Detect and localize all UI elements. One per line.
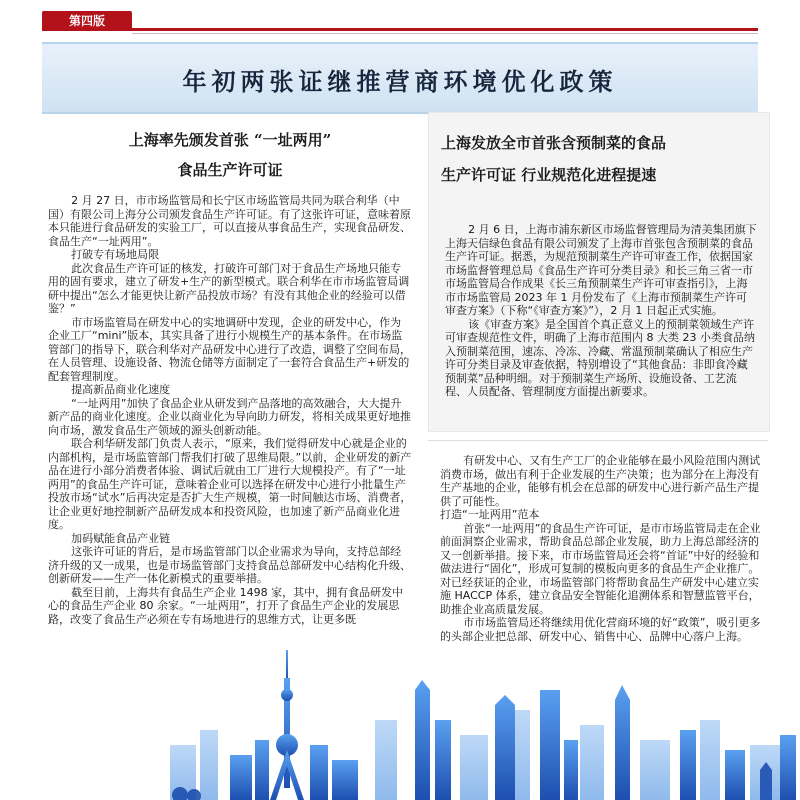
left-article xyxy=(48,124,412,626)
paragraph: 打破专有场地局限 xyxy=(71,248,160,261)
left-title-line2: 食品生产许可证 xyxy=(177,161,283,179)
left-article-body xyxy=(48,194,412,626)
paragraph: 提高新品商业化速度 xyxy=(71,383,171,396)
paragraph: 这张许可证的背后，是市场监管部门以企业需求为导向，支持总部经济升级的又一成果，也是市场监管部门支持食品总部研发中心结构化升级、创新研发——生产一体化新模式的重要举措。 xyxy=(48,545,411,585)
right-article-title xyxy=(441,127,761,191)
paragraph: 打造“一址两用”范本 xyxy=(440,508,540,521)
right-article-box xyxy=(428,112,770,432)
column-separator xyxy=(428,440,768,441)
header-rule-thin xyxy=(132,33,758,34)
paragraph: 加码赋能食品产业链 xyxy=(71,531,171,545)
edition-tag: 第四版 xyxy=(42,11,132,31)
paragraph: 2 月 6 日，上海市浦东新区市场监督管理局为清美集团旗下上海天信绿色食品有限公司颁发了上海市首张包含预制菜的食品生产许可证。据悉，为规范预制菜生产许可审查工作，依据国家市场监督管理总局《食品生产许可分类目录》和长三角三省一市市场监管局合作成果《长三角预制菜生产许可审查指引》，上海市市场监管局 2023 年 1 月份发布了《上海市预制菜生产许可审查方案》（下称“《审查方案》”），2 月 1 日起正式实施。 xyxy=(445,223,757,317)
banner-title: 年初两张证继推营商环境优化政策 xyxy=(182,67,618,96)
paragraph: 联合利华研发部门负责人表示，“原来，我们觉得研发中心就是企业的内部机构，是市场监管部门帮我们打破了思维局限。”以前，企业研发的新产品在进行小部分消费者体验、调试后就由工厂进行大规模投产。有了“一址两用”的食品生产许可证，意味着企业可以选择在研发中心进行小批量生产投放市场“试水”后再决定是否扩大生产规模，第一时间触达市场、消费者，让企业更好地控制新产品研发成本和投资风险，也加速了新产品商业化进度。 xyxy=(48,437,412,531)
paragraph: 首张“一址两用”的食品生产许可证，是市市场监管局走在企业前面洞察企业需求，帮助食品总部企业发展，助力上海总部经济的又一创新举措。接下来，市市场监管局还会将“首证”中好的经验和做法进行“固化”，形成可复制的模板向更多的食品生产企业推广。对已经获证的企业，市场监管部门将帮助食品生产研发中心建立实施 HACCP 体系，建立食品安全智能化追溯体系和智慧监管平台，助推企业高质量发展。 xyxy=(440,521,761,616)
paragraph: “一址两用”加快了食品企业从研发到产品落地的高效融合，大大提升新产品的商业化速度。企业以商业化为导向助力研发，将相关成果更好地推向市场，激发食品生产领域的源头创新动能。 xyxy=(48,396,411,437)
paragraph: 此次食品生产许可证的核发，打破许可部门对于食品生产场地只能专用的固有要求，建立了研发+生产的新型模式。联合利华在市市场监管局调研中提出“怎么才能更快让新产品投放市场？有没有其他企业的经验可以借鉴？” xyxy=(48,261,410,315)
paragraph: 市市场监管局在研发中心的实地调研中发现，企业的研发中心，作为企业工厂“mini”版本，其实具备了进行小规模生产的基本条件。在市场监管部门的指导下，联合利华对产品研发中心进行了改造，调整了空间布局，在人员管理、设施设备、物流仓储等方面制定了一套符合食品生产+研发的配套管理制度。 xyxy=(48,315,411,383)
right-title-line1: 上海发放全市首张含预制菜的食品 xyxy=(441,134,667,152)
city-skyline-illustration xyxy=(160,650,800,800)
paragraph: 有研发中心、又有生产工厂的企业能够在最小风险范围内测试消费市场，做出有利于企业发展的生产决策；也为部分在上海没有生产基地的企业，能够有机会在总部的研发中心进行新产品生产提供了可能性。 xyxy=(440,454,761,508)
left-article-continuation xyxy=(440,454,768,643)
right-article-body xyxy=(445,223,757,399)
left-title-line1: 上海率先颁发首张 “一址两用” xyxy=(128,131,332,149)
header-rule xyxy=(42,28,758,31)
headline-banner xyxy=(42,42,758,114)
paragraph: 市市场监管局还将继续用优化营商环境的好“政策”，吸引更多的头部企业把总部、研发中心、销售中心、品牌中心落户上海。 xyxy=(440,616,761,643)
paragraph: 截至目前，上海共有食品生产企业 1498 家，其中，拥有食品研发中心的食品生产企业 80 余家。“一址两用”，打开了食品生产企业的发展思路，改变了食品生产必须在专有场地进行的思维方式，让更多既 xyxy=(48,585,404,626)
paragraph: 2 月 27 日，市市场监管局和长宁区市场监管局共同为联合利华（中国）有限公司上海分公司颁发食品生产许可证。有了这张许可证，意味着原本只能进行食品研发的实验工厂，可以直接从事食品生产，实现食品研发、食品生产“一址两用”。 xyxy=(48,194,411,248)
right-title-line2: 生产许可证 行业规范化进程提速 xyxy=(441,166,657,184)
left-article-title xyxy=(48,130,412,180)
paragraph: 该《审查方案》是全国首个真正意义上的预制菜领域生产许可审查规范性文件，明确了上海市范围内 8 大类 23 小类食品纳入预制菜范围，速冻、冷冻、冷藏、常温预制菜确认了相应生产许可分类目录及审查依据，特别增设了“其他食品：非即食冷藏预制菜”品种明细。对于预制菜生产场所、设施设备、工艺流程、人员配备、管理制度方面提出新要求。 xyxy=(445,317,755,398)
